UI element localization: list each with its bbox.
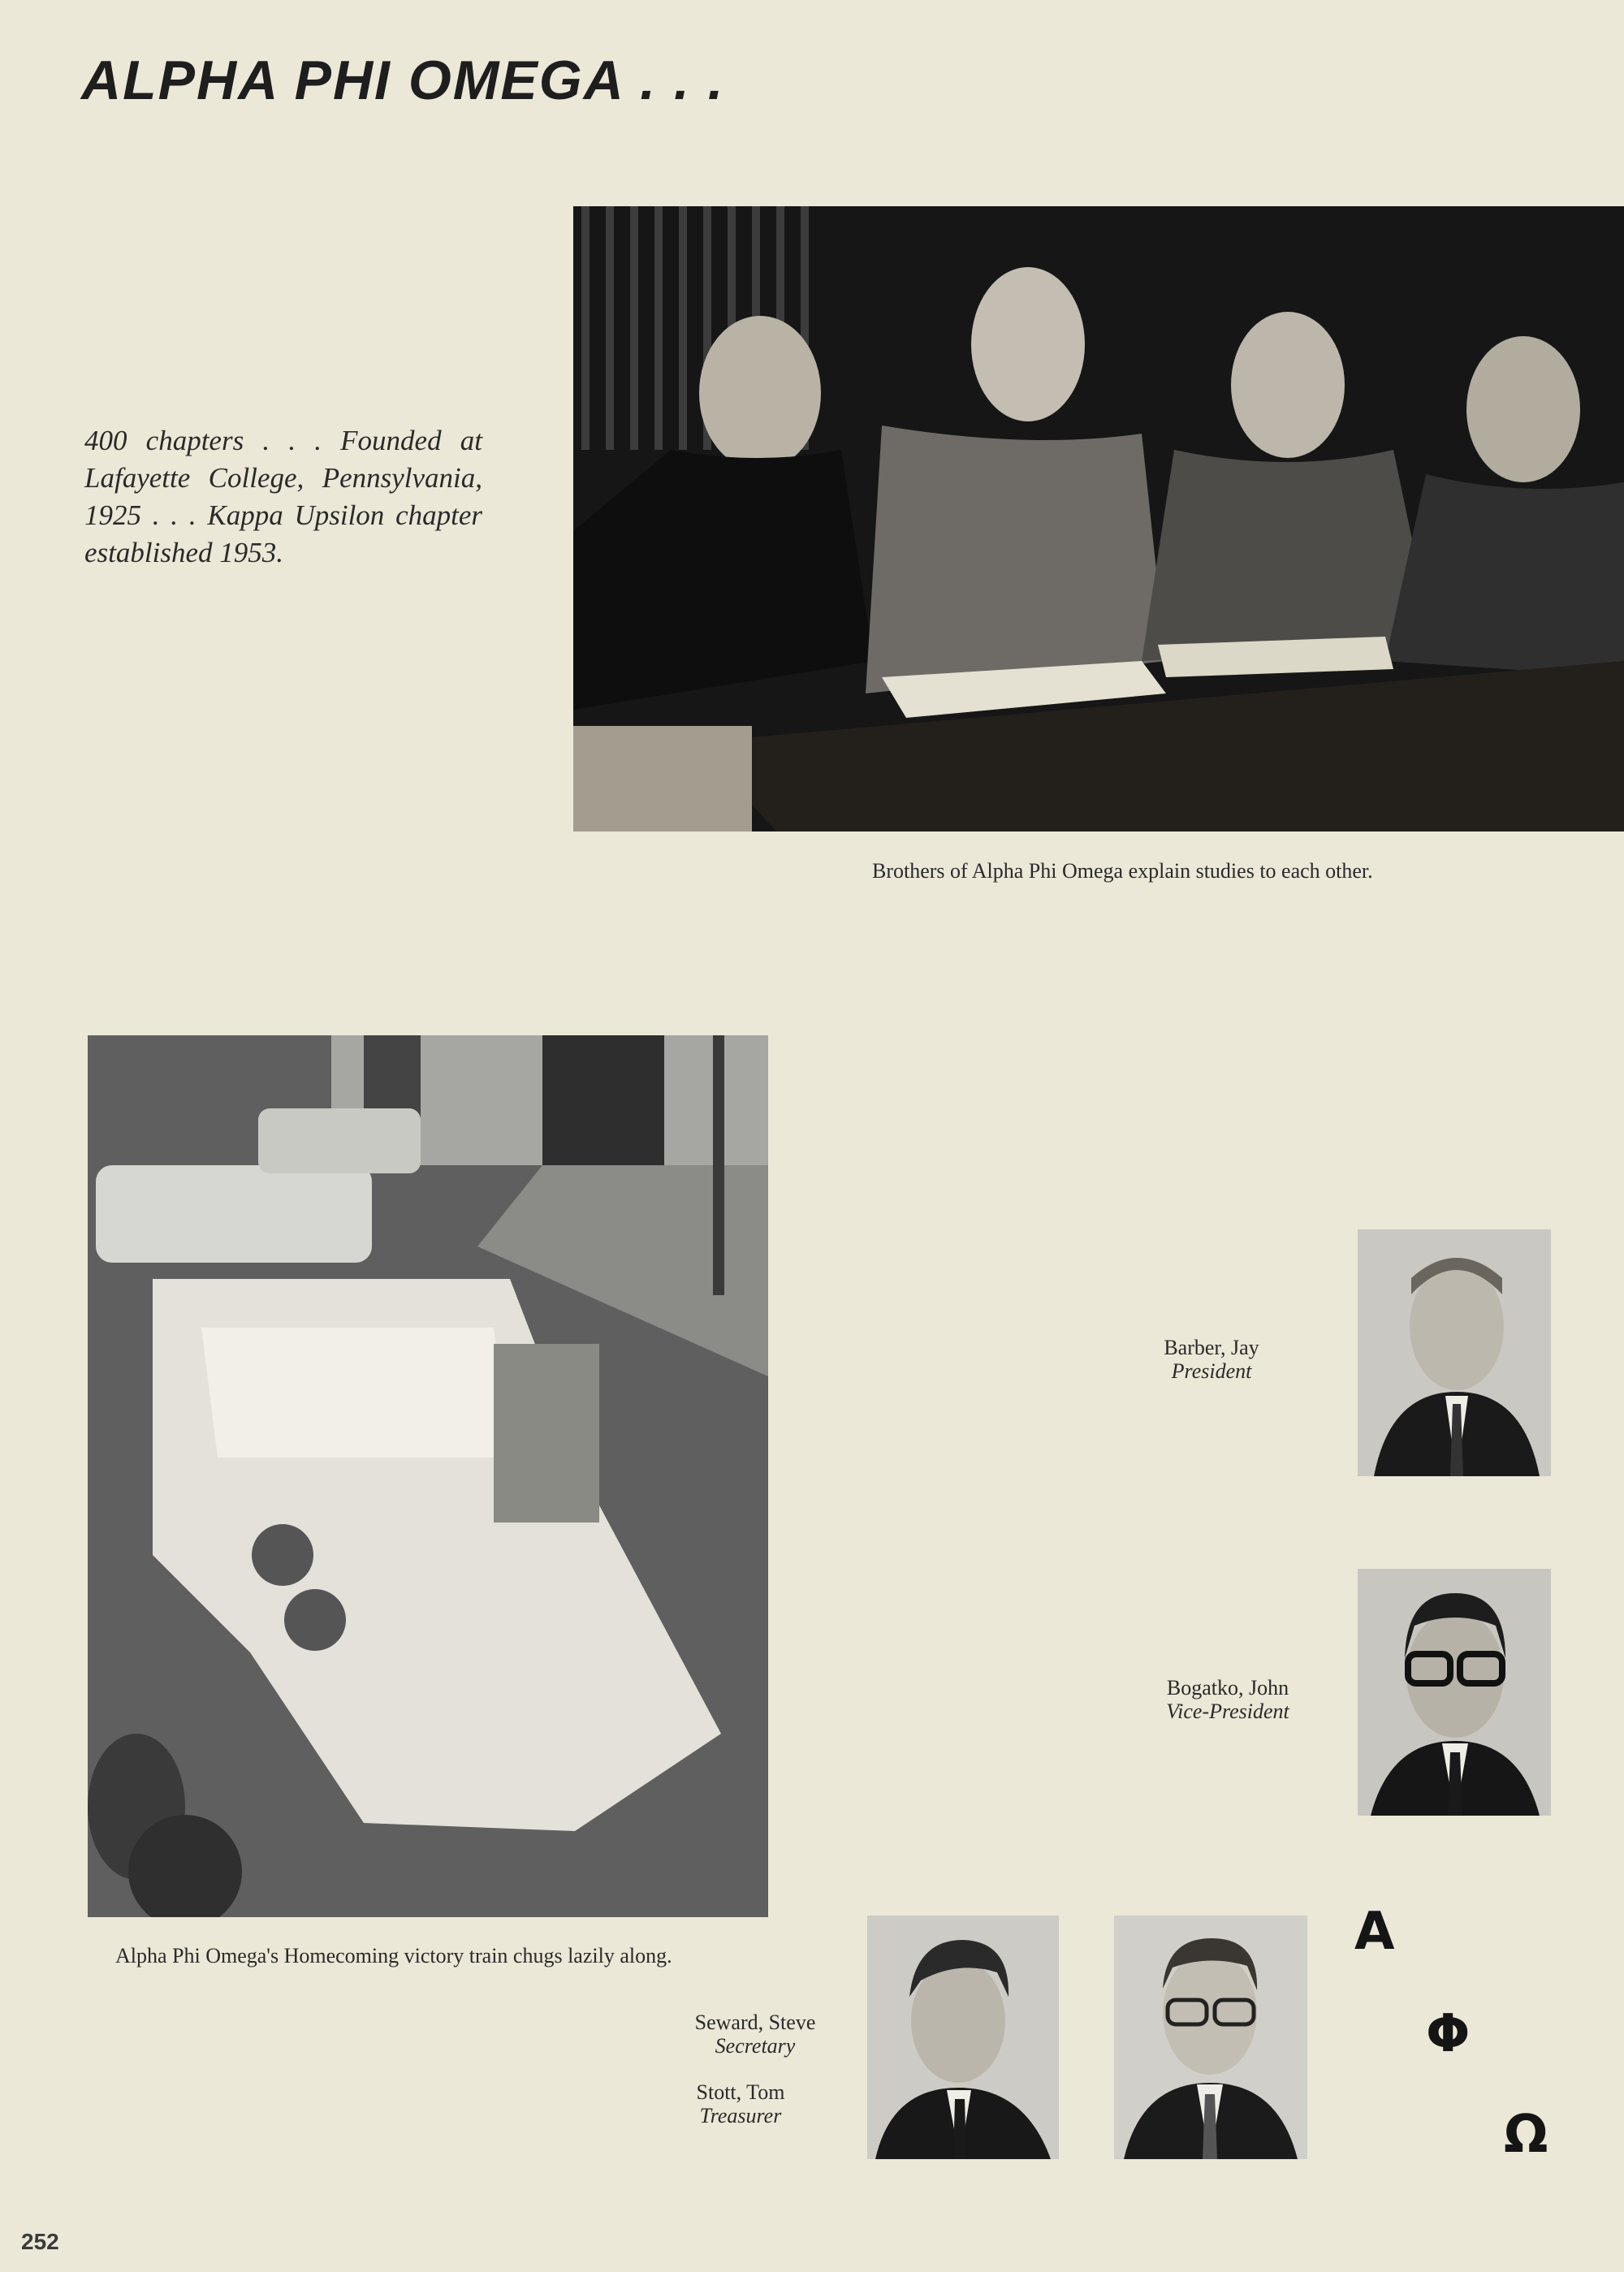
officer-name: Barber, Jay [1164, 1336, 1259, 1359]
officer-role: Secretary [715, 2034, 796, 2058]
officer-name: Bogatko, John [1166, 1676, 1289, 1700]
portrait-barber [1358, 1229, 1551, 1476]
portrait-seward [867, 1916, 1059, 2159]
officer-role: Vice-President [1166, 1700, 1289, 1723]
officer-president [1130, 1336, 1293, 1383]
page-title: ALPHA PHI OMEGA . . . [81, 50, 725, 111]
portrait-stott [1114, 1916, 1307, 2159]
officer-name: Seward, Steve [694, 2011, 816, 2034]
officer-vice-president [1130, 1676, 1325, 1723]
officer-role: President [1171, 1359, 1252, 1383]
study-photo [573, 206, 1624, 831]
officer-treasurer [651, 2080, 830, 2127]
intro-paragraph: 400 chapters . . . Founded at Lafayette College, Pennsylvania, 1925 . . . Kappa Upsilon chapter established 1953. [84, 425, 482, 568]
page-number: 252 [21, 2229, 59, 2254]
homecoming-float-photo [88, 1035, 768, 1917]
study-photo-caption: Brothers of Alpha Phi Omega explain studies to each other. [872, 859, 1373, 883]
float-photo-caption: Alpha Phi Omega's Homecoming victory train chugs lazily along. [115, 1944, 672, 1967]
portrait-bogatko [1358, 1569, 1551, 1816]
greek-letter-alpha: Α [1354, 1902, 1395, 1962]
officer-role: Treasurer [699, 2104, 782, 2127]
officer-name: Stott, Tom [696, 2080, 785, 2104]
greek-letter-phi: Φ [1426, 2004, 1471, 2064]
greek-letter-omega: Ω [1504, 2105, 1548, 2165]
officer-secretary [666, 2011, 844, 2058]
